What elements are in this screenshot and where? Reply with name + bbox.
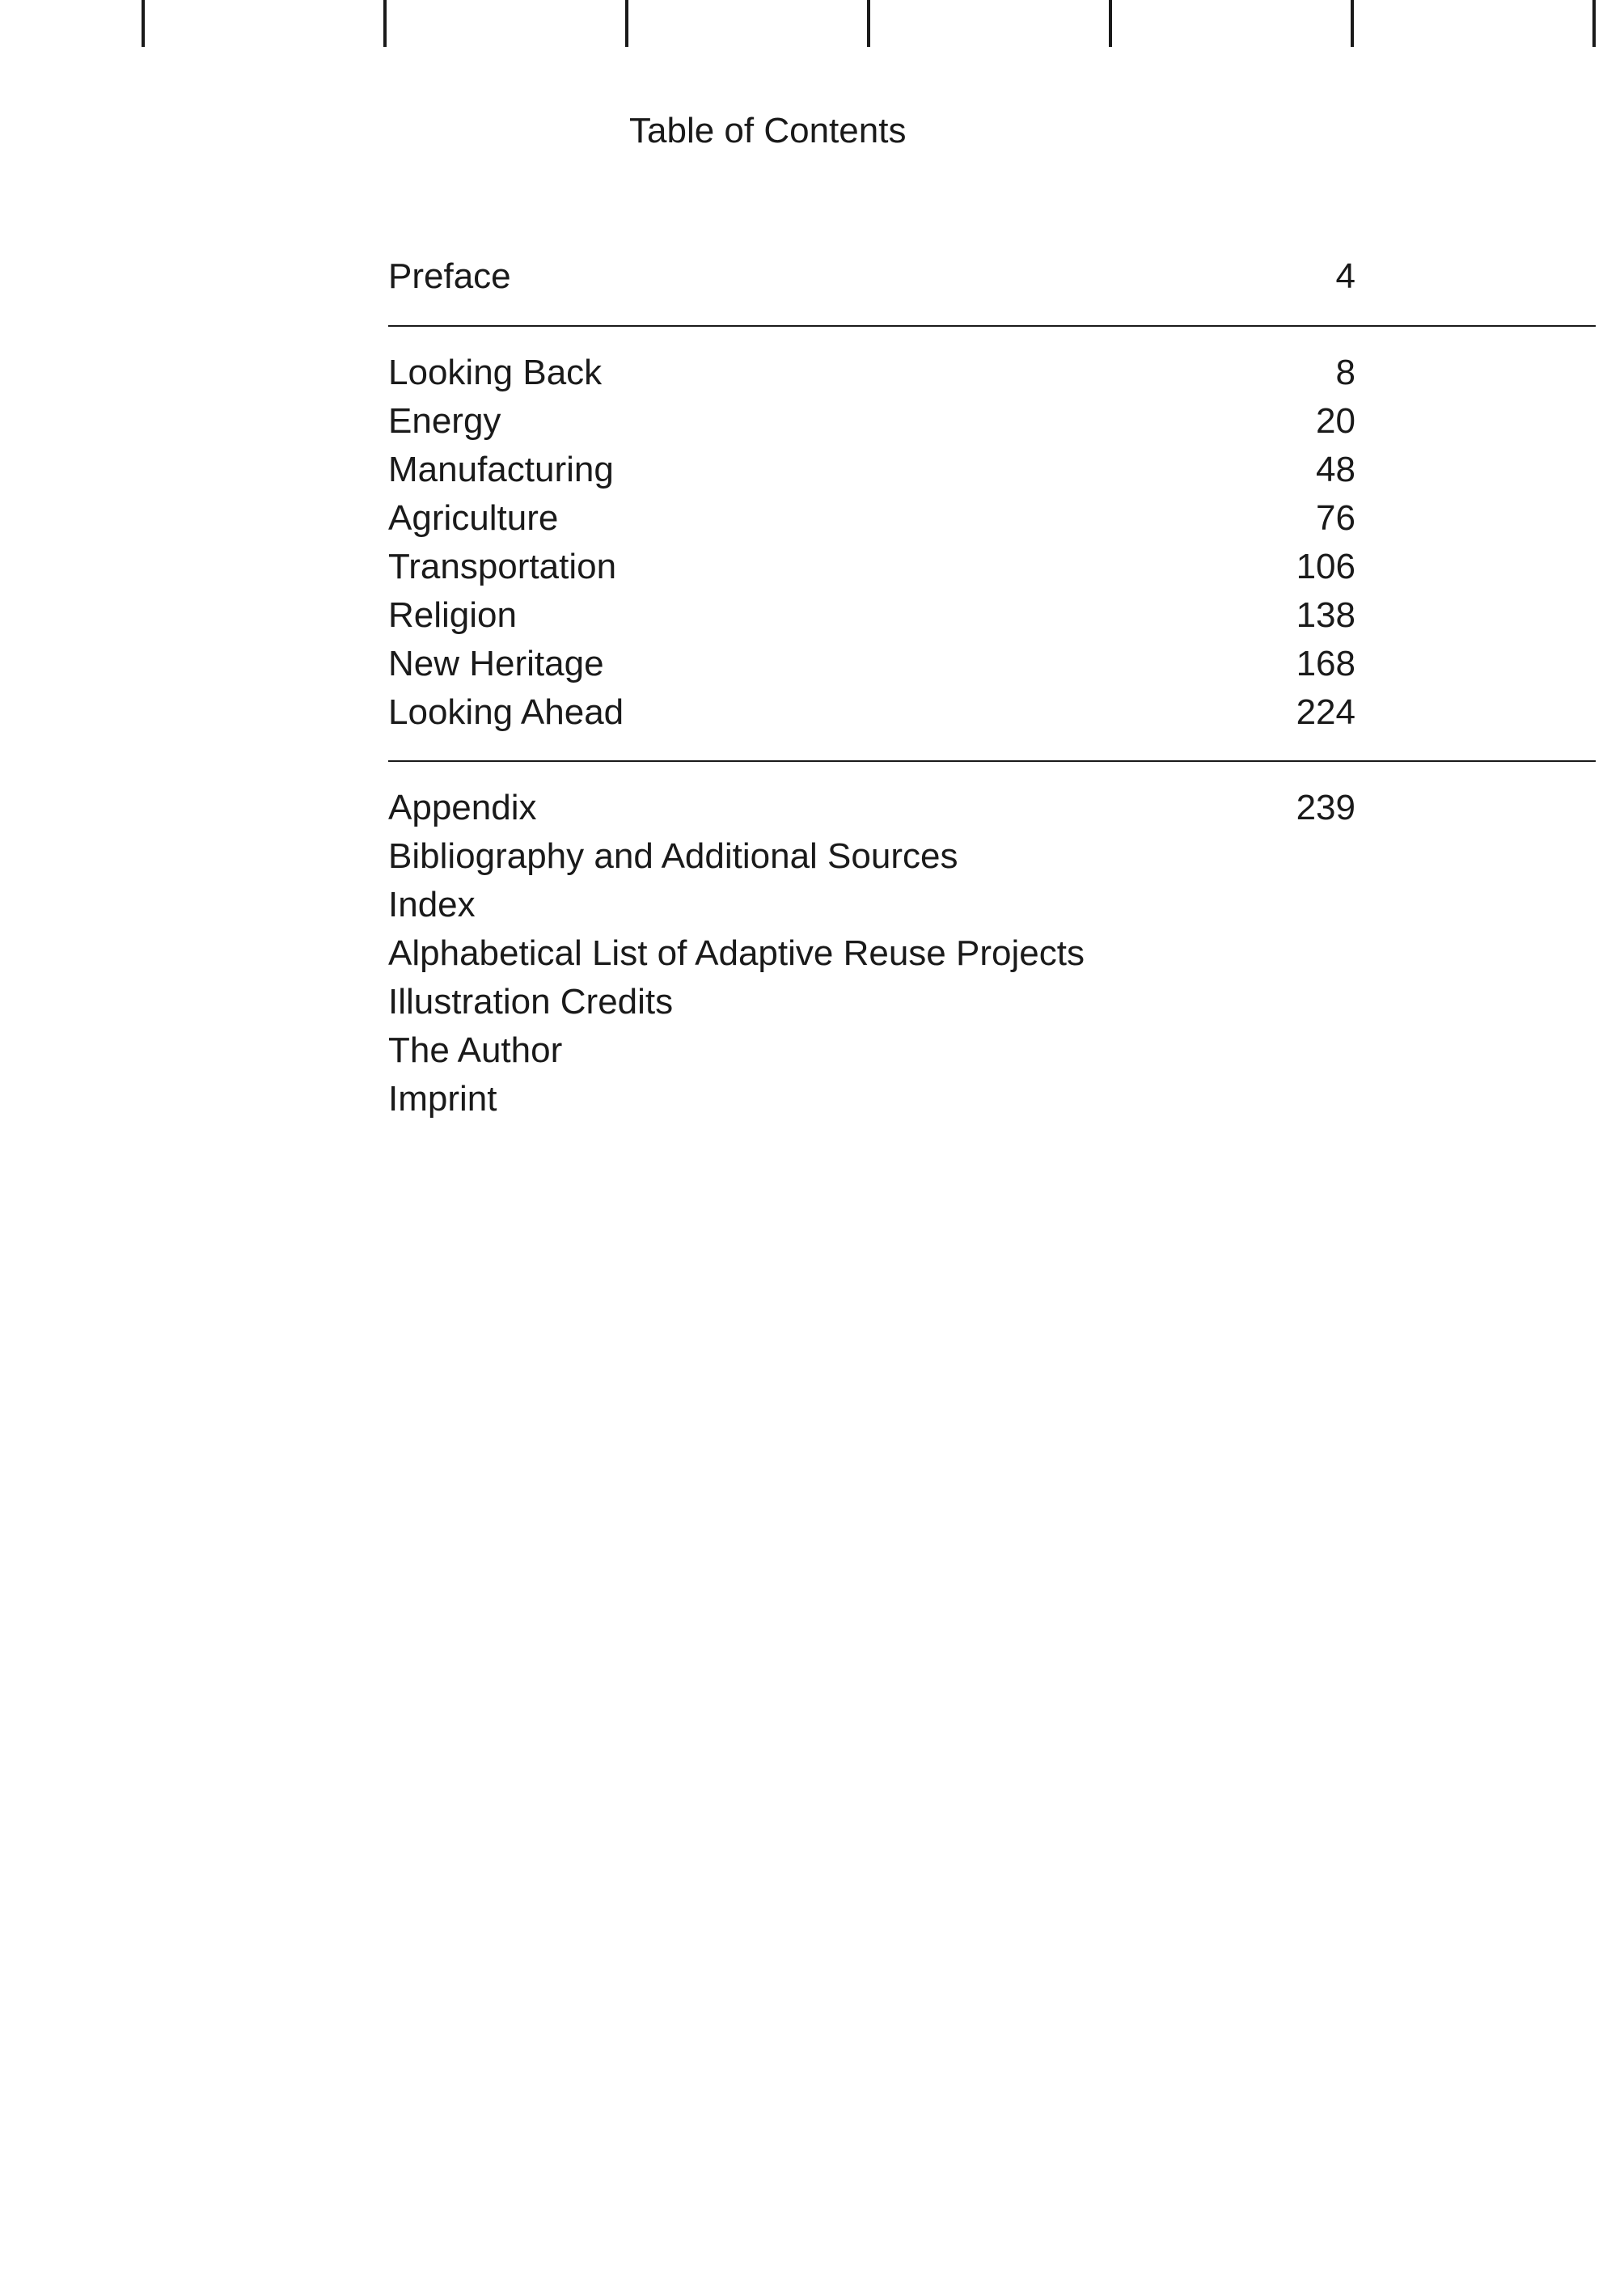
toc-entry[interactable]: [388, 494, 1595, 543]
toc-entry-label: Alphabetical List of Adaptive Reuse Projects: [388, 933, 1085, 973]
toc-entry[interactable]: [388, 591, 1595, 640]
toc-entry[interactable]: [388, 881, 1595, 929]
toc-entry-label: Imprint: [388, 1079, 497, 1119]
grid-tick-mark: [1592, 0, 1596, 47]
toc-entry-label: Agriculture: [388, 498, 559, 538]
toc-entry-page: 4: [1335, 256, 1355, 296]
toc-section-back-matter: [388, 784, 1595, 1123]
grid-tick-mark: [867, 0, 870, 47]
toc-entry-page: 106: [1296, 547, 1355, 586]
toc-entry-page: 138: [1296, 595, 1355, 635]
toc-entry[interactable]: [388, 784, 1595, 832]
toc-entry[interactable]: [388, 688, 1595, 737]
grid-tick-mark: [1351, 0, 1354, 47]
toc-entry[interactable]: [388, 1026, 1595, 1075]
toc-entry-page: 20: [1316, 401, 1355, 441]
toc-entry-page: 224: [1296, 692, 1355, 732]
toc-entry-label: The Author: [388, 1030, 563, 1070]
page-title: Table of Contents: [629, 111, 907, 150]
grid-tick-mark: [142, 0, 145, 47]
toc-entry-page: 48: [1316, 450, 1355, 489]
toc-entry[interactable]: [388, 640, 1595, 688]
toc-entry-label: Energy: [388, 401, 501, 441]
toc-entry-label: Religion: [388, 595, 517, 635]
toc-entry[interactable]: [388, 252, 1595, 301]
toc-entry-label: Looking Ahead: [388, 692, 624, 732]
section-divider: [388, 325, 1596, 327]
toc-entry[interactable]: [388, 832, 1595, 881]
toc-entry-label: Preface: [388, 256, 511, 296]
toc-entry-label: Illustration Credits: [388, 982, 674, 1022]
toc-entry-label: Index: [388, 885, 476, 924]
toc-entry[interactable]: [388, 978, 1595, 1026]
toc-entry[interactable]: [388, 929, 1595, 978]
grid-tick-mark: [383, 0, 387, 47]
grid-tick-mark: [625, 0, 628, 47]
grid-tick-mark: [1109, 0, 1112, 47]
toc-entry-label: Looking Back: [388, 353, 603, 392]
toc-entry[interactable]: [388, 397, 1595, 446]
toc-entry[interactable]: [388, 446, 1595, 494]
toc-entry-page: 168: [1296, 644, 1355, 683]
toc-entry-label: Appendix: [388, 788, 537, 827]
toc-section-preface: [388, 252, 1595, 301]
toc-entry[interactable]: [388, 349, 1595, 397]
toc-section-chapters: [388, 349, 1595, 737]
toc-entry[interactable]: [388, 1075, 1595, 1123]
toc-entry-label: Manufacturing: [388, 450, 614, 489]
toc-entry-label: New Heritage: [388, 644, 604, 683]
toc-entry-label: Transportation: [388, 547, 617, 586]
toc-entry-page: 76: [1316, 498, 1355, 538]
section-divider: [388, 760, 1596, 762]
toc-entry-label: Bibliography and Additional Sources: [388, 836, 958, 876]
toc-entry-page: 8: [1335, 353, 1355, 392]
toc-entry-page: 239: [1296, 788, 1355, 827]
toc-entry[interactable]: [388, 543, 1595, 591]
